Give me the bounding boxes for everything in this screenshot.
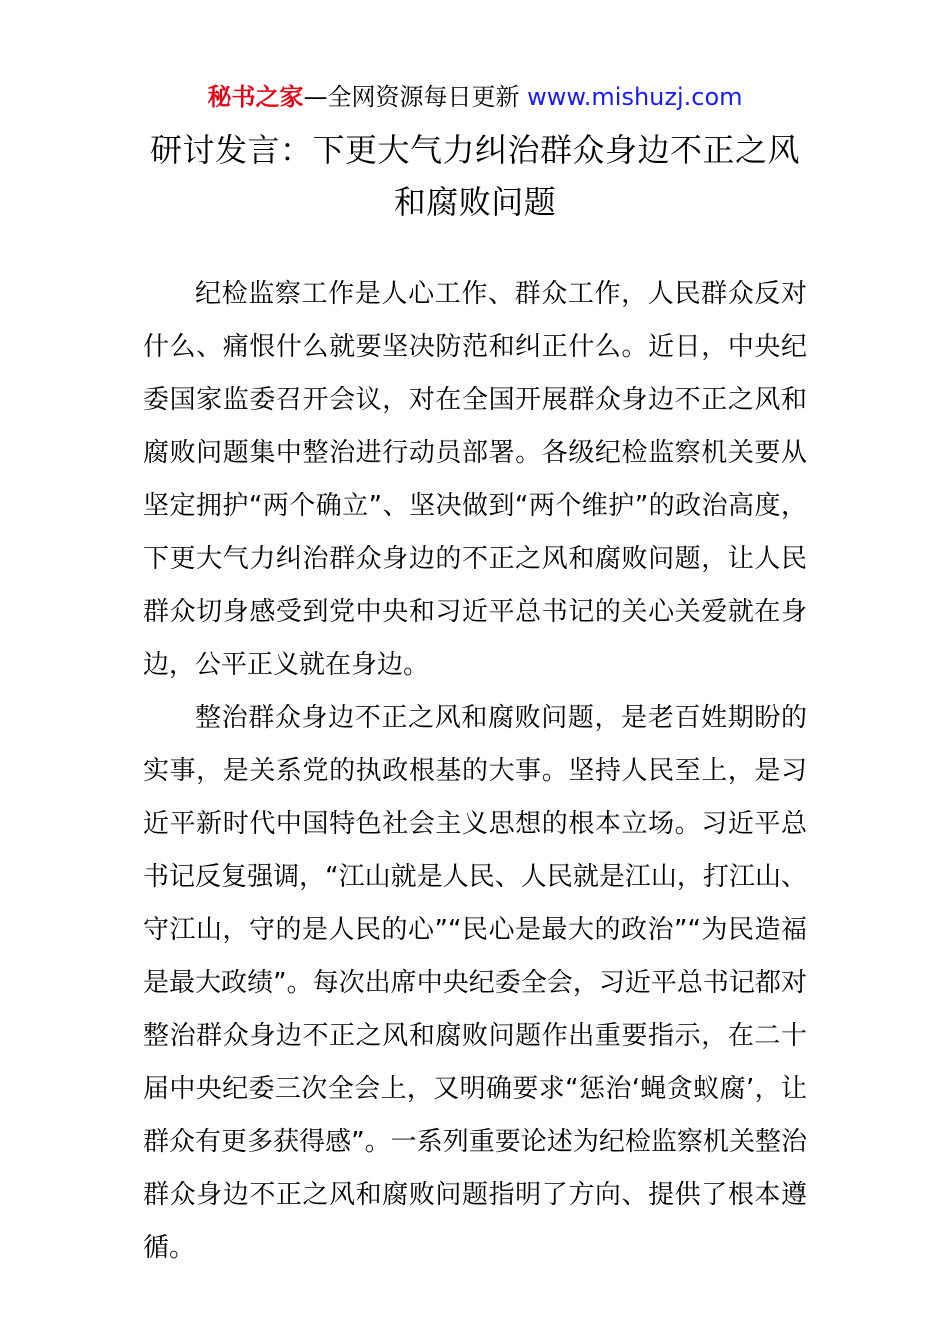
title-line-1: 研讨发言：下更大气力纠治群众身边不正之风 xyxy=(149,131,800,169)
site-url-link[interactable]: www.mishuzj.com xyxy=(527,83,743,111)
title-line-2: 和腐败问题 xyxy=(393,183,557,221)
header-tagline: —全网资源每日更新 xyxy=(303,83,528,111)
site-header xyxy=(0,80,950,114)
document-body xyxy=(143,268,807,1275)
brand-name: 秘书之家 xyxy=(207,83,304,111)
paragraph-1: 纪检监察工作是人心工作、群众工作，人民群众反对什么、痛恨什么就要坚决防范和纠正什么。近日，中央纪委国家监委召开会议，对在全国开展群众身边不正之风和腐败问题集中整治进行动员部署。各级纪检监察机关要从坚定拥护“两个确立”、坚决做到“两个维护”的政治高度，下更大气力纠治群众身边的不正之风和腐败问题，让人民群众切身感受到党中央和习近平总书记的关心关爱就在身边，公平正义就在身边。 xyxy=(143,279,807,680)
paragraph-2: 整治群众身边不正之风和腐败问题，是老百姓期盼的实事，是关系党的执政根基的大事。坚持人民至上，是习近平新时代中国特色社会主义思想的根本立场。习近平总书记反复强调，“江山就是人民、人民就是江山，打江山、守江山，守的是人民的心”“民心是最大的政治”“为民造福是最大政绩”。每次出席中央纪委全会，习近平总书记都对整治群众身边不正之风和腐败问题作出重要指示，在二十届中央纪委三次全会上，又明确要求“惩治‘蝇贪蚁腐’，让群众有更多获得感”。一系列重要论述为纪检监察机关整治群众身边不正之风和腐败问题指明了方向、提供了根本遵循。 xyxy=(143,703,807,1263)
document-title xyxy=(100,124,850,228)
